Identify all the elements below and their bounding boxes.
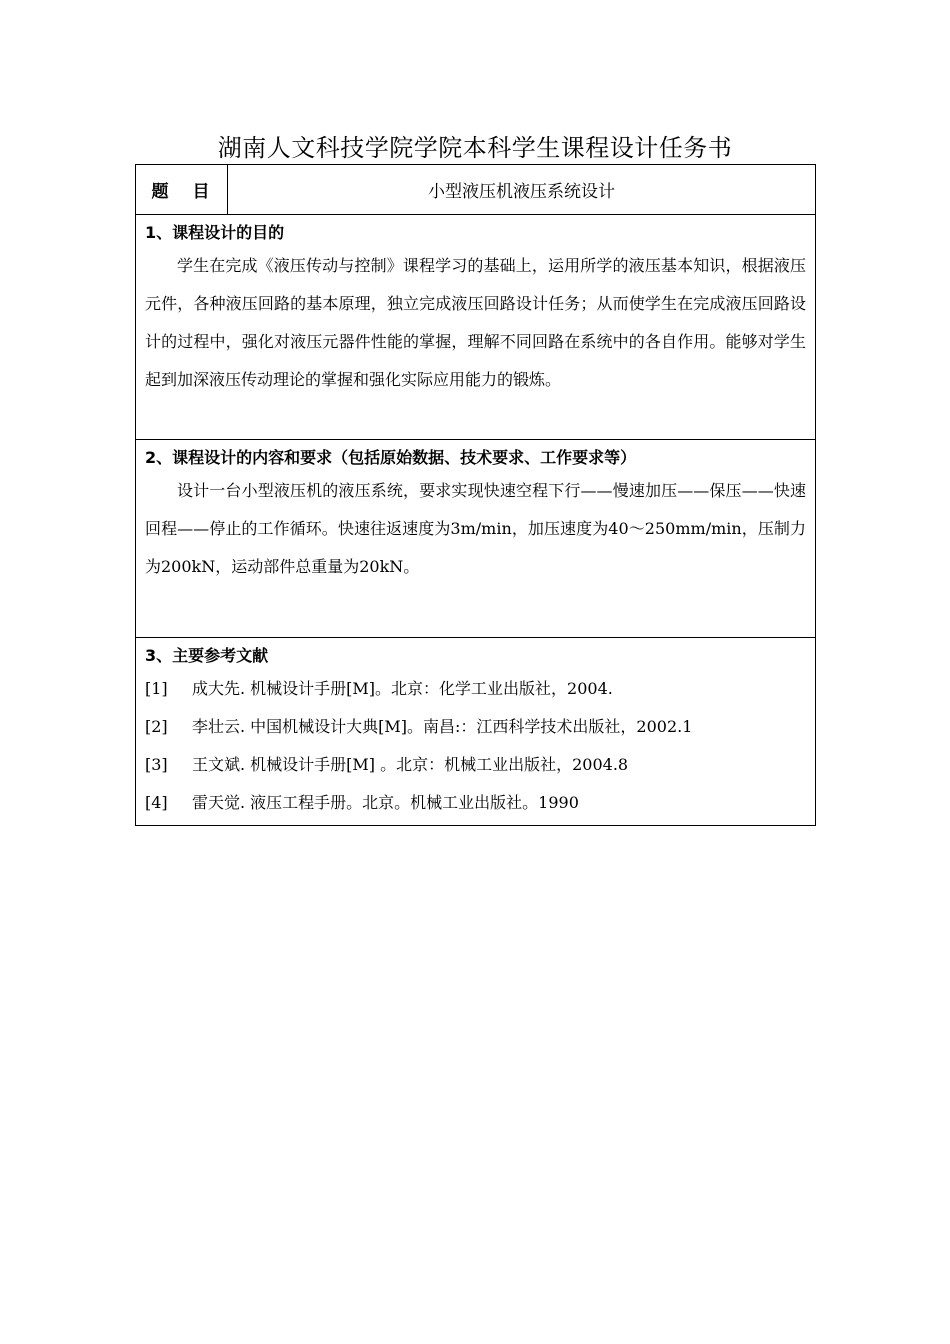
reference-item — [145, 670, 806, 708]
task-table — [135, 164, 816, 826]
reference-item — [145, 708, 806, 746]
reference-number: [2] — [145, 717, 168, 736]
topic-row — [136, 165, 815, 214]
reference-text: 李壮云. 中国机械设计大典[M]。南昌:：江西科学技术出版社，2002.1 — [192, 717, 693, 736]
reference-number: [3] — [145, 755, 168, 774]
section-purpose — [136, 214, 815, 439]
reference-number: [1] — [145, 679, 168, 698]
topic-value: 小型液压机液压系统设计 — [428, 182, 615, 202]
reference-item — [145, 746, 806, 784]
section-content-body: 设计一台小型液压机的液压系统，要求实现快速空程下行——慢速加压——保压——快速回程——停止的工作循环。快速往返速度为3m/min，加压速度为40～250mm/min，压制力为200kN，运动部件总重量为20kN。 — [145, 481, 806, 576]
reference-text: 成大先. 机械设计手册[M]。北京：化学工业出版社，2004. — [192, 679, 613, 698]
reference-text: 王文斌. 机械设计手册[M] 。北京：机械工业出版社，2004.8 — [192, 755, 629, 774]
section-purpose-body: 学生在完成《液压传动与控制》课程学习的基础上，运用所学的液压基本知识，根据液压元件，各种液压回路的基本原理，独立完成液压回路设计任务；从而使学生在完成液压回路设计的过程中，强化对液压元器件性能的掌握，理解不同回路在系统中的各自作用。能够对学生起到加深液压传动理论的掌握和强化实际应用能力的锻炼。 — [145, 256, 806, 389]
page-title: 湖南人文科技学院学院本科学生课程设计任务书 — [217, 134, 733, 163]
section-content — [136, 439, 815, 637]
reference-number: [4] — [145, 793, 168, 812]
section-content-heading: 2、课程设计的内容和要求（包括原始数据、技术要求、工作要求等） — [145, 448, 637, 467]
reference-text: 雷天觉. 液压工程手册。北京。机械工业出版社。1990 — [192, 793, 579, 812]
section-references — [136, 637, 815, 825]
reference-item — [145, 784, 806, 822]
topic-label: 题 目 — [136, 165, 228, 214]
section-references-heading: 3、主要参考文献 — [145, 646, 269, 665]
section-purpose-heading: 1、课程设计的目的 — [145, 223, 285, 242]
